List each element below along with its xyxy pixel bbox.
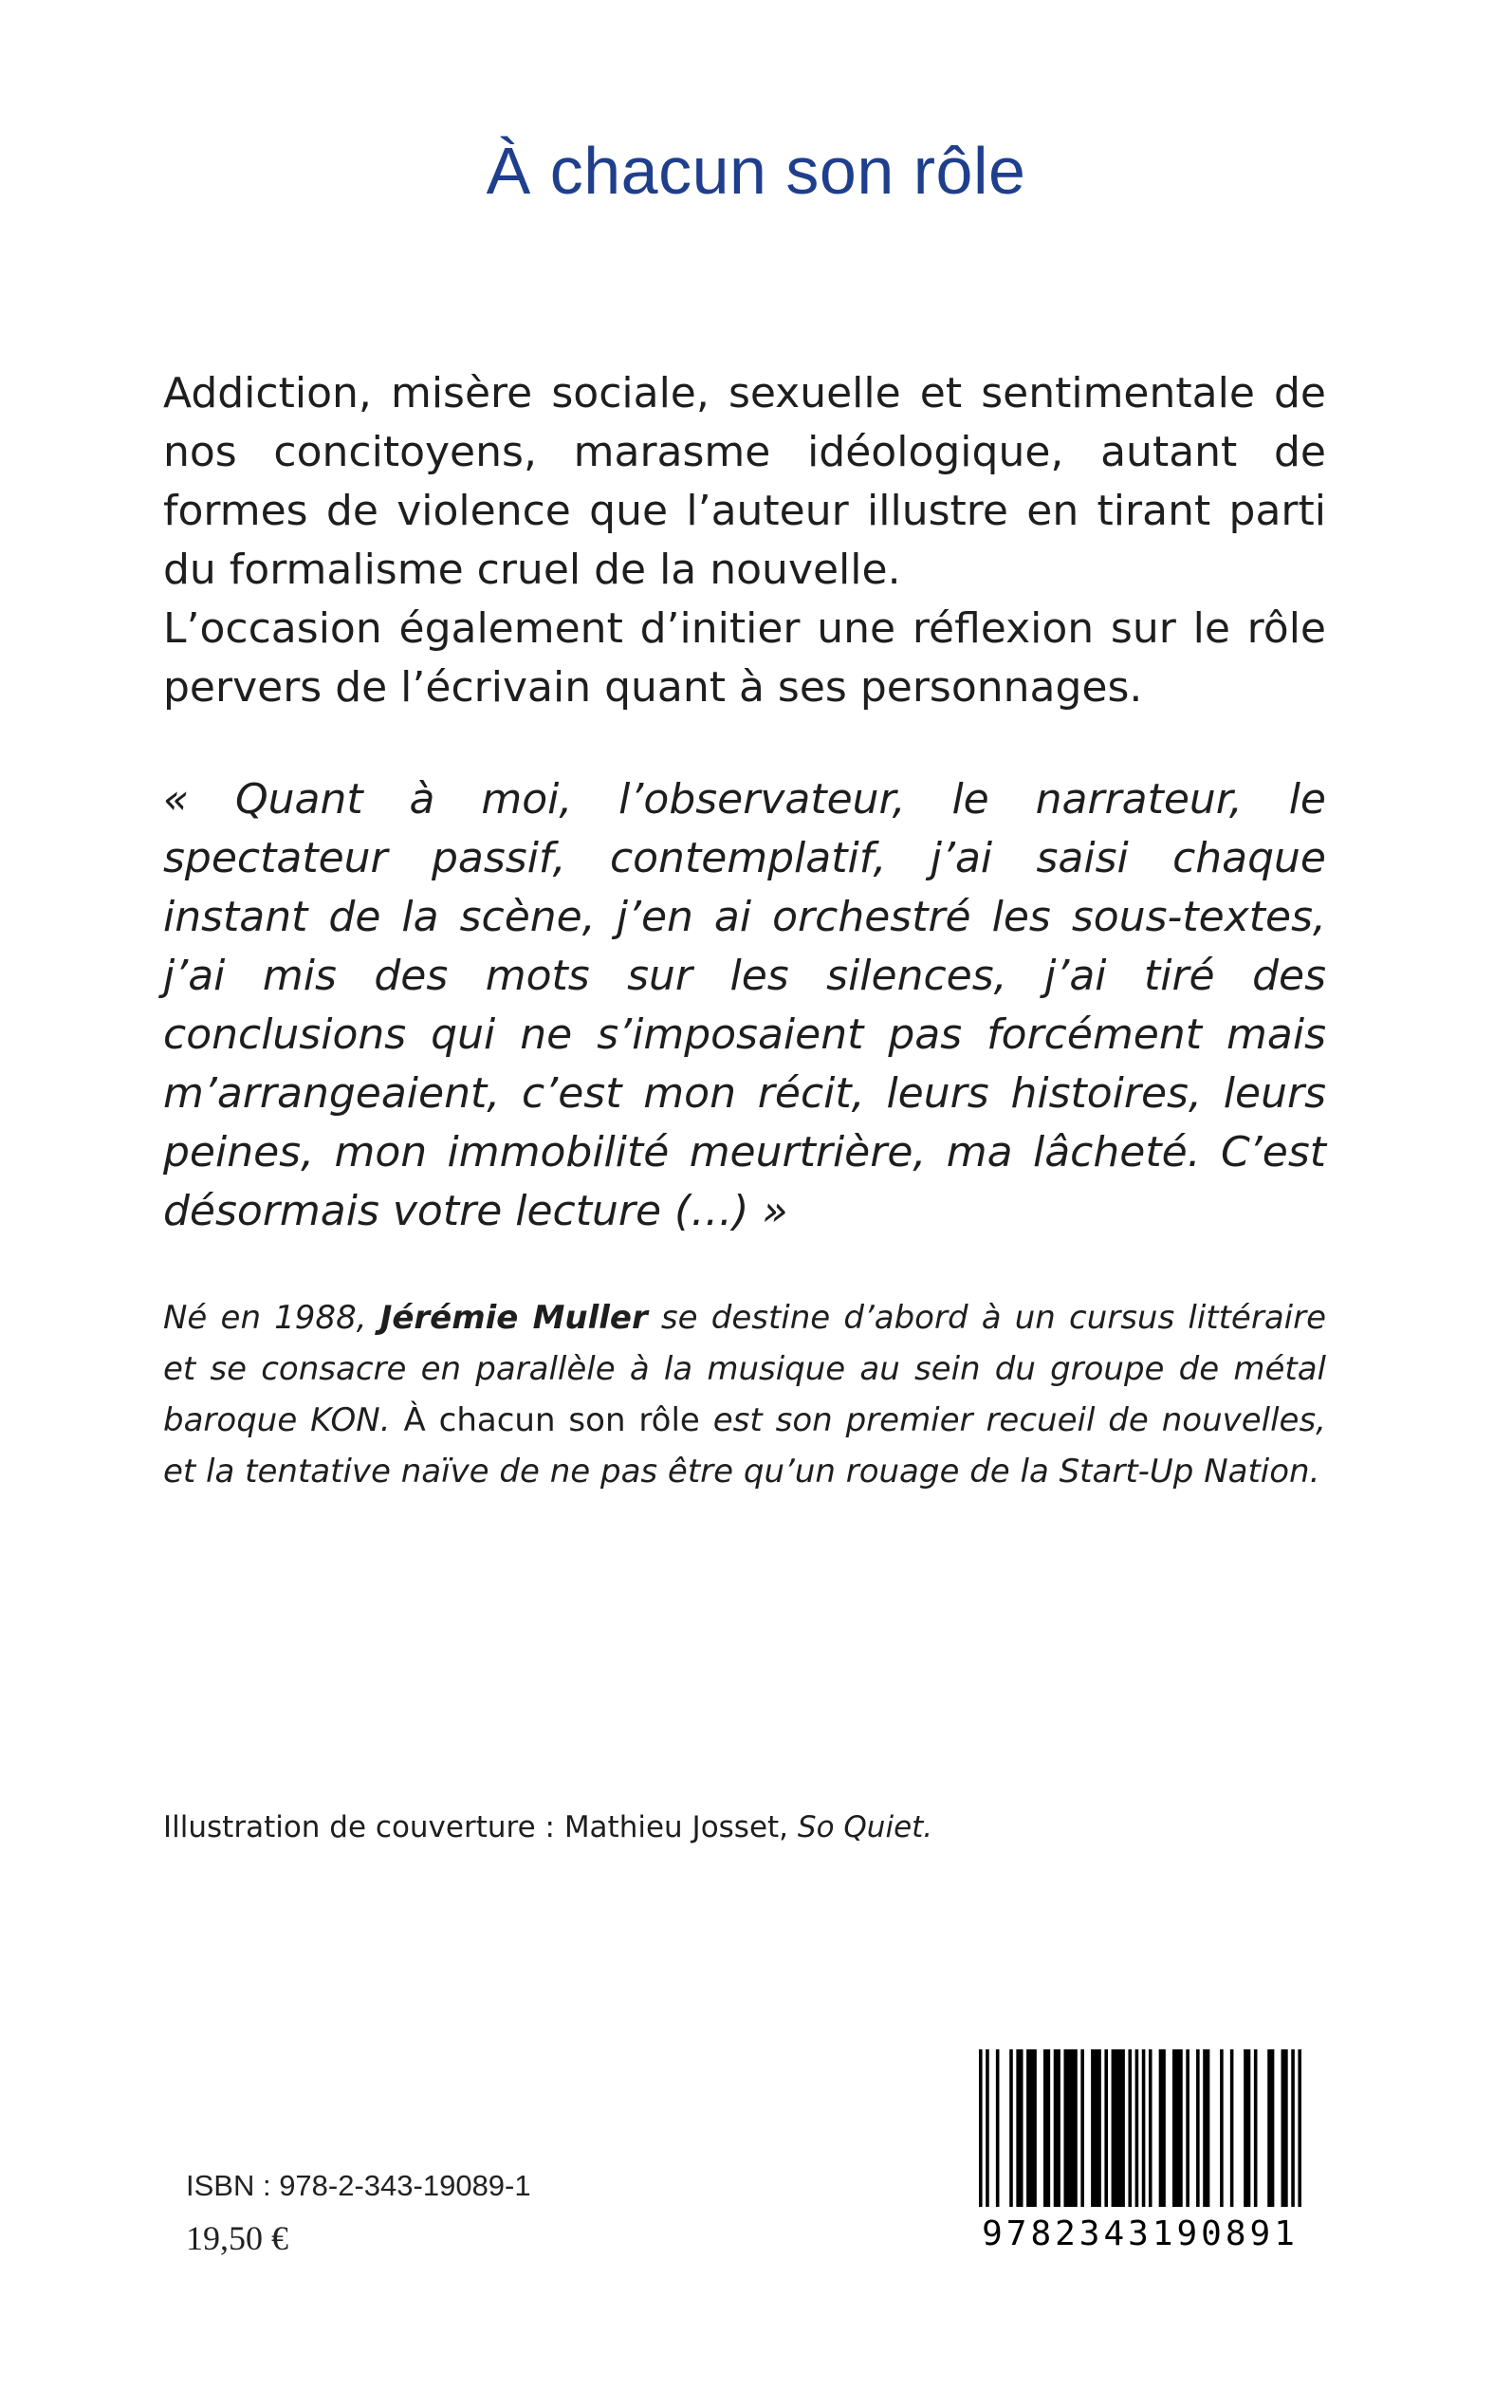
excerpt-quote: « Quant à moi, l’observateur, le narrateur, le spectateur passif, contemplatif, j’ai saisi chaque instant de la scène, j’en ai orchestré les sous-textes, j’ai mis des mots sur les silences, j’ai tiré des conclusions qui ne s’imposaient pas forcément mais m’arrangeaient, c’est mon récit, leurs histoires, leurs peines, mon immobilité meurtrière, ma lâcheté. C’est désormais votre lecture (…) » xyxy=(163,775,1326,1235)
credit-work: So Quiet. xyxy=(797,1810,933,1844)
barcode-bar xyxy=(1159,2049,1166,2207)
credit-label: Illustration de couverture : Mathieu Josset, xyxy=(163,1810,798,1844)
barcode-bar xyxy=(1230,2049,1234,2207)
bio-ending: est son premier recueil de nouvelles, et la tentative naïve de ne pas être qu’un rouage de la Start-Up Nation. xyxy=(163,1401,1326,1491)
barcode-bar xyxy=(1244,2049,1250,2207)
barcode-bar xyxy=(1196,2049,1200,2207)
author-bio xyxy=(163,1292,1326,1497)
barcode-bar xyxy=(1135,2049,1139,2207)
barcode-bar xyxy=(1054,2049,1060,2207)
barcode-bar xyxy=(1172,2049,1183,2207)
barcode xyxy=(971,2044,1309,2251)
book-title: À chacun son rôle xyxy=(486,134,1026,208)
price: 19,50 € xyxy=(186,2219,288,2257)
author-name: Jérémie Muller xyxy=(379,1299,648,1337)
barcode-bar xyxy=(1128,2049,1132,2207)
bio-middle: se destine d’abord à un cursus littéraire et se consacre en parallèle à la musique au sein du groupe de métal baroque KON. xyxy=(163,1299,1326,1439)
barcode-bar xyxy=(1009,2049,1013,2207)
blurb-paragraph-2: L’occasion également d’initier une réflexion sur le rôle pervers de l’écrivain quant à ses personnages. xyxy=(163,604,1326,712)
back-cover-blurb xyxy=(163,364,1326,717)
barcode-bar xyxy=(1220,2049,1224,2207)
barcode-bar xyxy=(1112,2049,1125,2207)
barcode-bar xyxy=(1282,2049,1288,2207)
bio-book-title: À chacun son rôle xyxy=(403,1401,700,1439)
bio-intro: Né en 1988, xyxy=(163,1299,380,1337)
barcode-bar xyxy=(1149,2049,1152,2207)
blurb-paragraph-1: Addiction, misère sociale, sexuelle et sentimentale de nos concitoyens, marasme idéologique, autant de formes de violence que l’auteur illustre en tirant parti du formalisme cruel de la nouvelle. xyxy=(163,369,1326,594)
illustration-credit xyxy=(163,1810,932,1844)
isbn-number: ISBN : 978-2-343-19089-1 xyxy=(186,2169,531,2202)
barcode-bar xyxy=(1104,2049,1108,2207)
barcode-bar xyxy=(986,2049,989,2207)
barcode-graphic xyxy=(971,2044,1309,2251)
barcode-bar xyxy=(1254,2049,1258,2207)
barcode-bar xyxy=(1063,2049,1077,2207)
barcode-bar xyxy=(1016,2049,1023,2207)
barcode-bar xyxy=(1298,2049,1301,2207)
barcode-bar xyxy=(1043,2049,1050,2207)
barcode-digits: 9782343190891 xyxy=(982,2214,1299,2251)
barcode-bar xyxy=(1291,2049,1295,2207)
barcode-bar xyxy=(1080,2049,1084,2207)
barcode-bar xyxy=(1203,2049,1209,2207)
barcode-bar xyxy=(1091,2049,1101,2207)
barcode-bar xyxy=(1267,2049,1274,2207)
barcode-bar xyxy=(996,2049,1000,2207)
barcode-bar xyxy=(1186,2049,1189,2207)
barcode-bar xyxy=(1026,2049,1037,2207)
barcode-bar xyxy=(979,2049,983,2207)
barcode-bar xyxy=(1142,2049,1146,2207)
